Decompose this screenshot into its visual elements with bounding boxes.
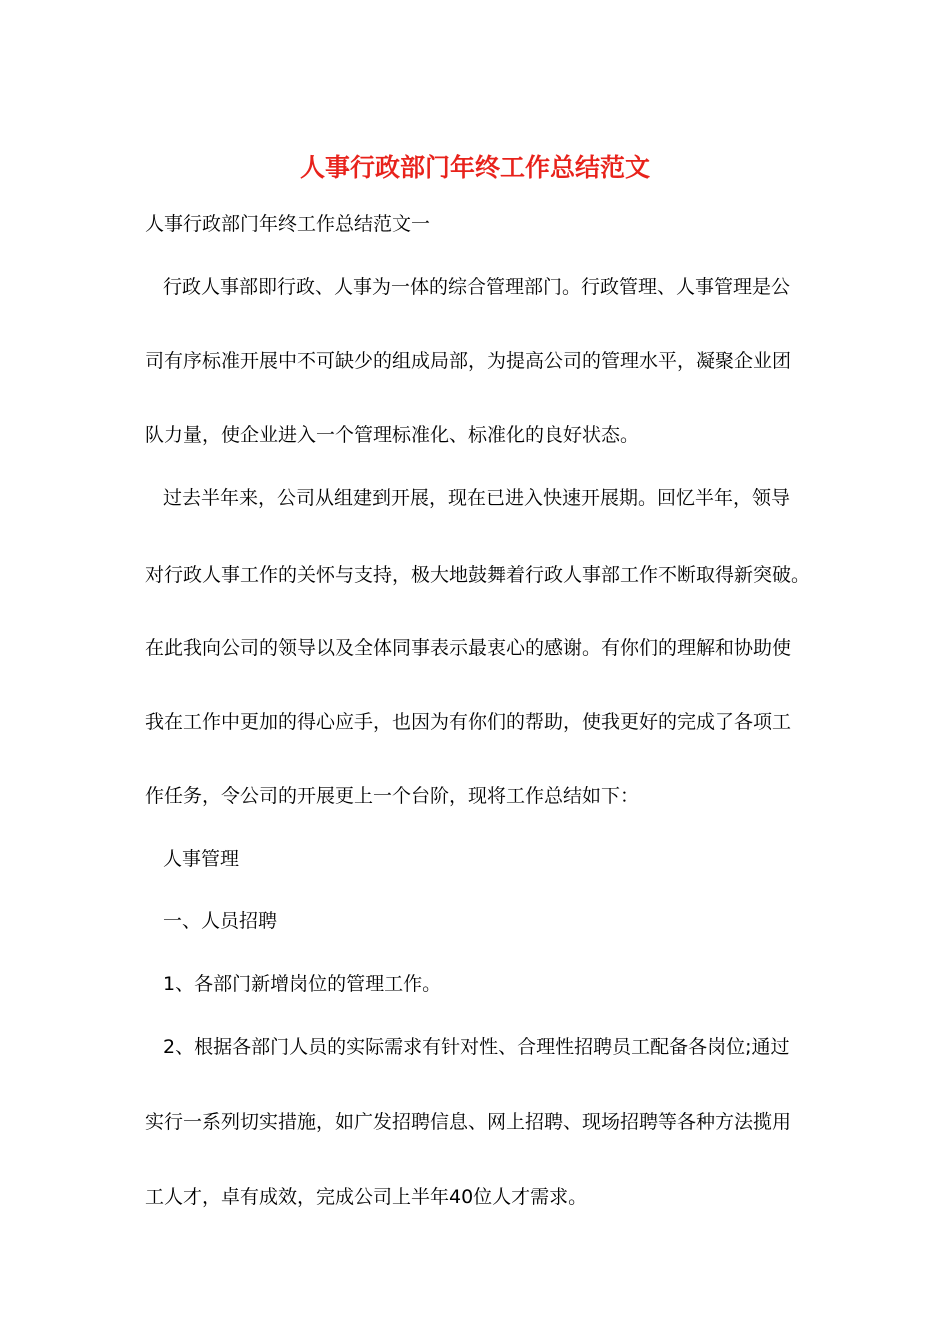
paragraph-line: 行政人事部即行政、人事为一体的综合管理部门。行政管理、人事管理是公: [163, 276, 791, 298]
document-title: 人事行政部门年终工作总结范文: [299, 153, 650, 182]
paragraph-line: 队力量，使企业进入一个管理标准化、标准化的良好状态。: [145, 424, 640, 446]
paragraph-line: 工人才，卓有成效，完成公司上半年40位人才需求。: [145, 1186, 588, 1208]
subheading-hr-management: 人事管理: [163, 848, 240, 870]
paragraph-line: 我在工作中更加的得心应手，也因为有你们的帮助，使我更好的完成了各项工: [145, 711, 792, 733]
list-item: 2、根据各部门人员的实际需求有针对性、合理性招聘员工配备各岗位;通过: [163, 1036, 790, 1058]
section-heading: 人事行政部门年终工作总结范文一: [145, 213, 431, 235]
subheading-recruitment: 一、人员招聘: [163, 910, 278, 932]
paragraph-line: 作任务，令公司的开展更上一个台阶，现将工作总结如下：: [145, 785, 640, 807]
paragraph-line: 过去半年来，公司从组建到开展，现在已进入快速开展期。回忆半年，领导: [163, 487, 791, 509]
paragraph-line: 对行政人事工作的关怀与支持，极大地鼓舞着行政人事部工作不断取得新突破。: [145, 564, 811, 586]
paragraph-line: 司有序标准开展中不可缺少的组成局部，为提高公司的管理水平，凝聚企业团: [145, 350, 792, 372]
list-item: 1、各部门新增岗位的管理工作。: [163, 973, 442, 995]
paragraph-line: 实行一系列切实措施，如广发招聘信息、网上招聘、现场招聘等各种方法揽用: [145, 1111, 792, 1133]
paragraph-line: 在此我向公司的领导以及全体同事表示最衷心的感谢。有你们的理解和协助使: [145, 637, 792, 659]
